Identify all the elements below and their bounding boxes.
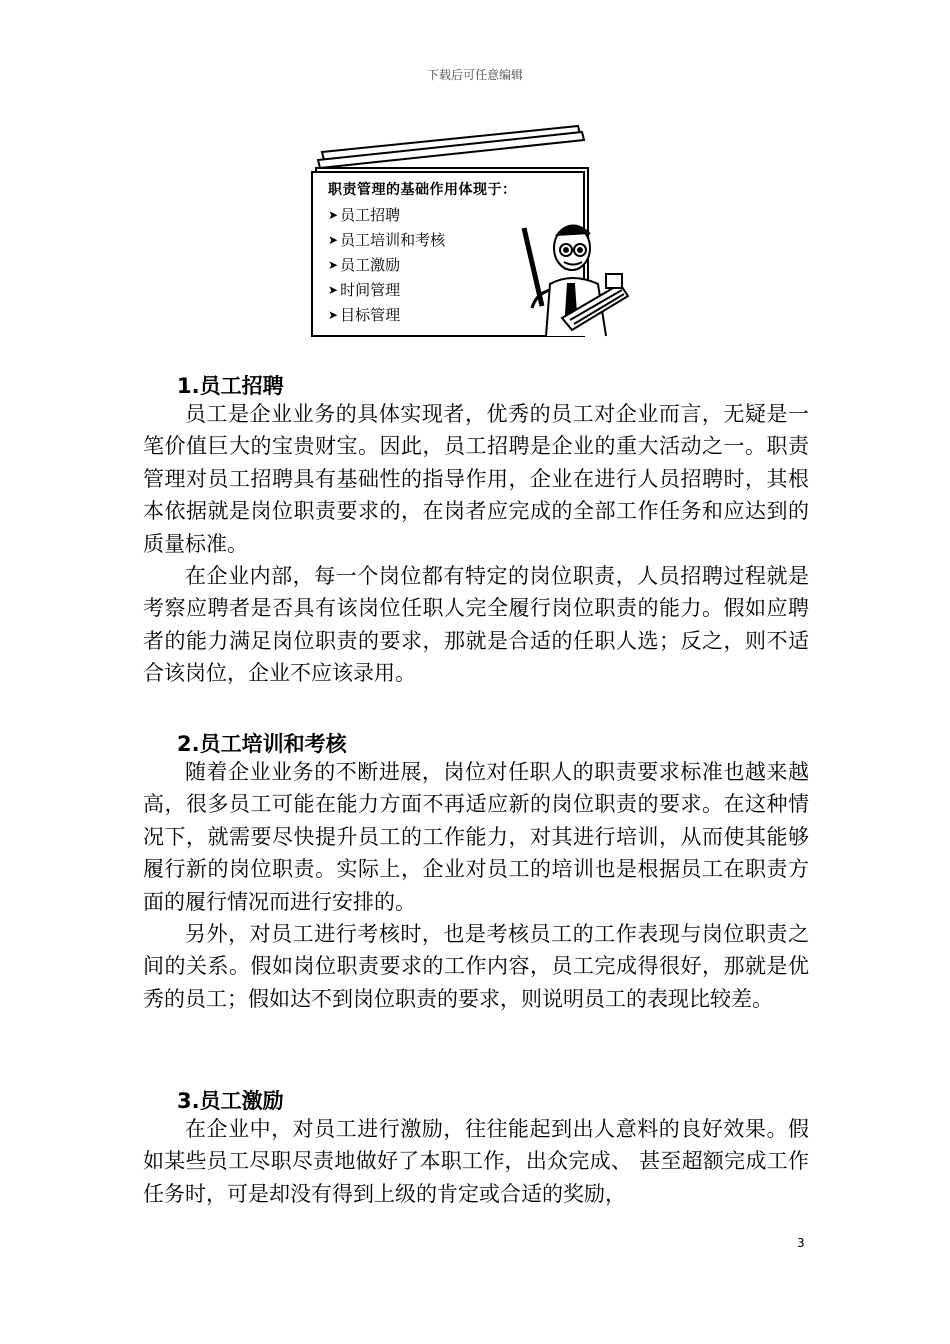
section-paragraph: 随着企业业务的不断进展，岗位对任职人的职责要求标准也越来越高，很多员工可能在能力方面不再适应新的岗位职责的要求。在这种情况下，就需要尽快提升员工的工作能力，对其进行培训，从而使其能够履行新的岗位职责。实际上，企业对员工的培训也是根据员工在职责方面的履行情况而进行安排的。 — [143, 760, 809, 914]
card-text — [328, 178, 517, 328]
card-title: 职责管理的基础作用体现于： — [328, 182, 517, 198]
section-heading: 1.员工招聘 — [177, 374, 284, 398]
card-list-item: ➤ 时间管理 — [328, 278, 517, 303]
header-watermark: 下载后可任意编辑 — [426, 68, 523, 82]
card-list-item: ➤ 员工激励 — [328, 253, 517, 278]
card-list-item: ➤ 目标管理 — [328, 303, 517, 328]
illustration-card — [310, 124, 630, 339]
section-paragraph: 在企业内部，每一个岗位都有特定的岗位职责，人员招聘过程就是考察应聘者是否具有该岗位任职人完全履行岗位职责的能力。假如应聘者的能力满足岗位职责的要求，那就是合适的任职人选；反之，则不适合该岗位，企业不应该录用。 — [143, 564, 809, 686]
arrow-bullet-icon: ➤ — [328, 208, 339, 222]
arrow-bullet-icon: ➤ — [328, 233, 339, 247]
arrow-bullet-icon: ➤ — [328, 283, 339, 297]
section-heading: 3.员工激励 — [177, 1089, 284, 1113]
section-paragraph: 另外，对员工进行考核时，也是考核员工的工作表现与岗位职责之间的关系。假如岗位职责要求的工作内容，员工完成得很好，那就是优秀的员工；假如达不到岗位职责的要求，则说明员工的表现比较差。 — [143, 922, 809, 1011]
card-list-item: ➤ 员工培训和考核 — [328, 228, 517, 253]
page-number: 3 — [797, 1236, 805, 1250]
card-list-item: ➤ 员工招聘 — [328, 203, 517, 228]
arrow-bullet-icon: ➤ — [328, 308, 339, 322]
section-paragraph: 在企业中，对员工进行激励，往往能起到出人意料的良好效果。假如某些员工尽职尽责地做好了本职工作，出众完成、 甚至超额完成工作任务时，可是却没有得到上级的肯定或合适的奖励， — [143, 1117, 809, 1206]
section-paragraph: 员工是企业业务的具体实现者，优秀的员工对企业而言，无疑是一笔价值巨大的宝贵财宝。因此，员工招聘是企业的重大活动之一。职责管理对员工招聘具有基础性的指导作用，企业在进行人员招聘时，其根本依据就是岗位职责要求的，在岗者应完成的全部工作任务和应达到的质量标准。 — [143, 402, 809, 556]
arrow-bullet-icon: ➤ — [328, 258, 339, 272]
section-heading: 2.员工培训和考核 — [177, 732, 347, 756]
